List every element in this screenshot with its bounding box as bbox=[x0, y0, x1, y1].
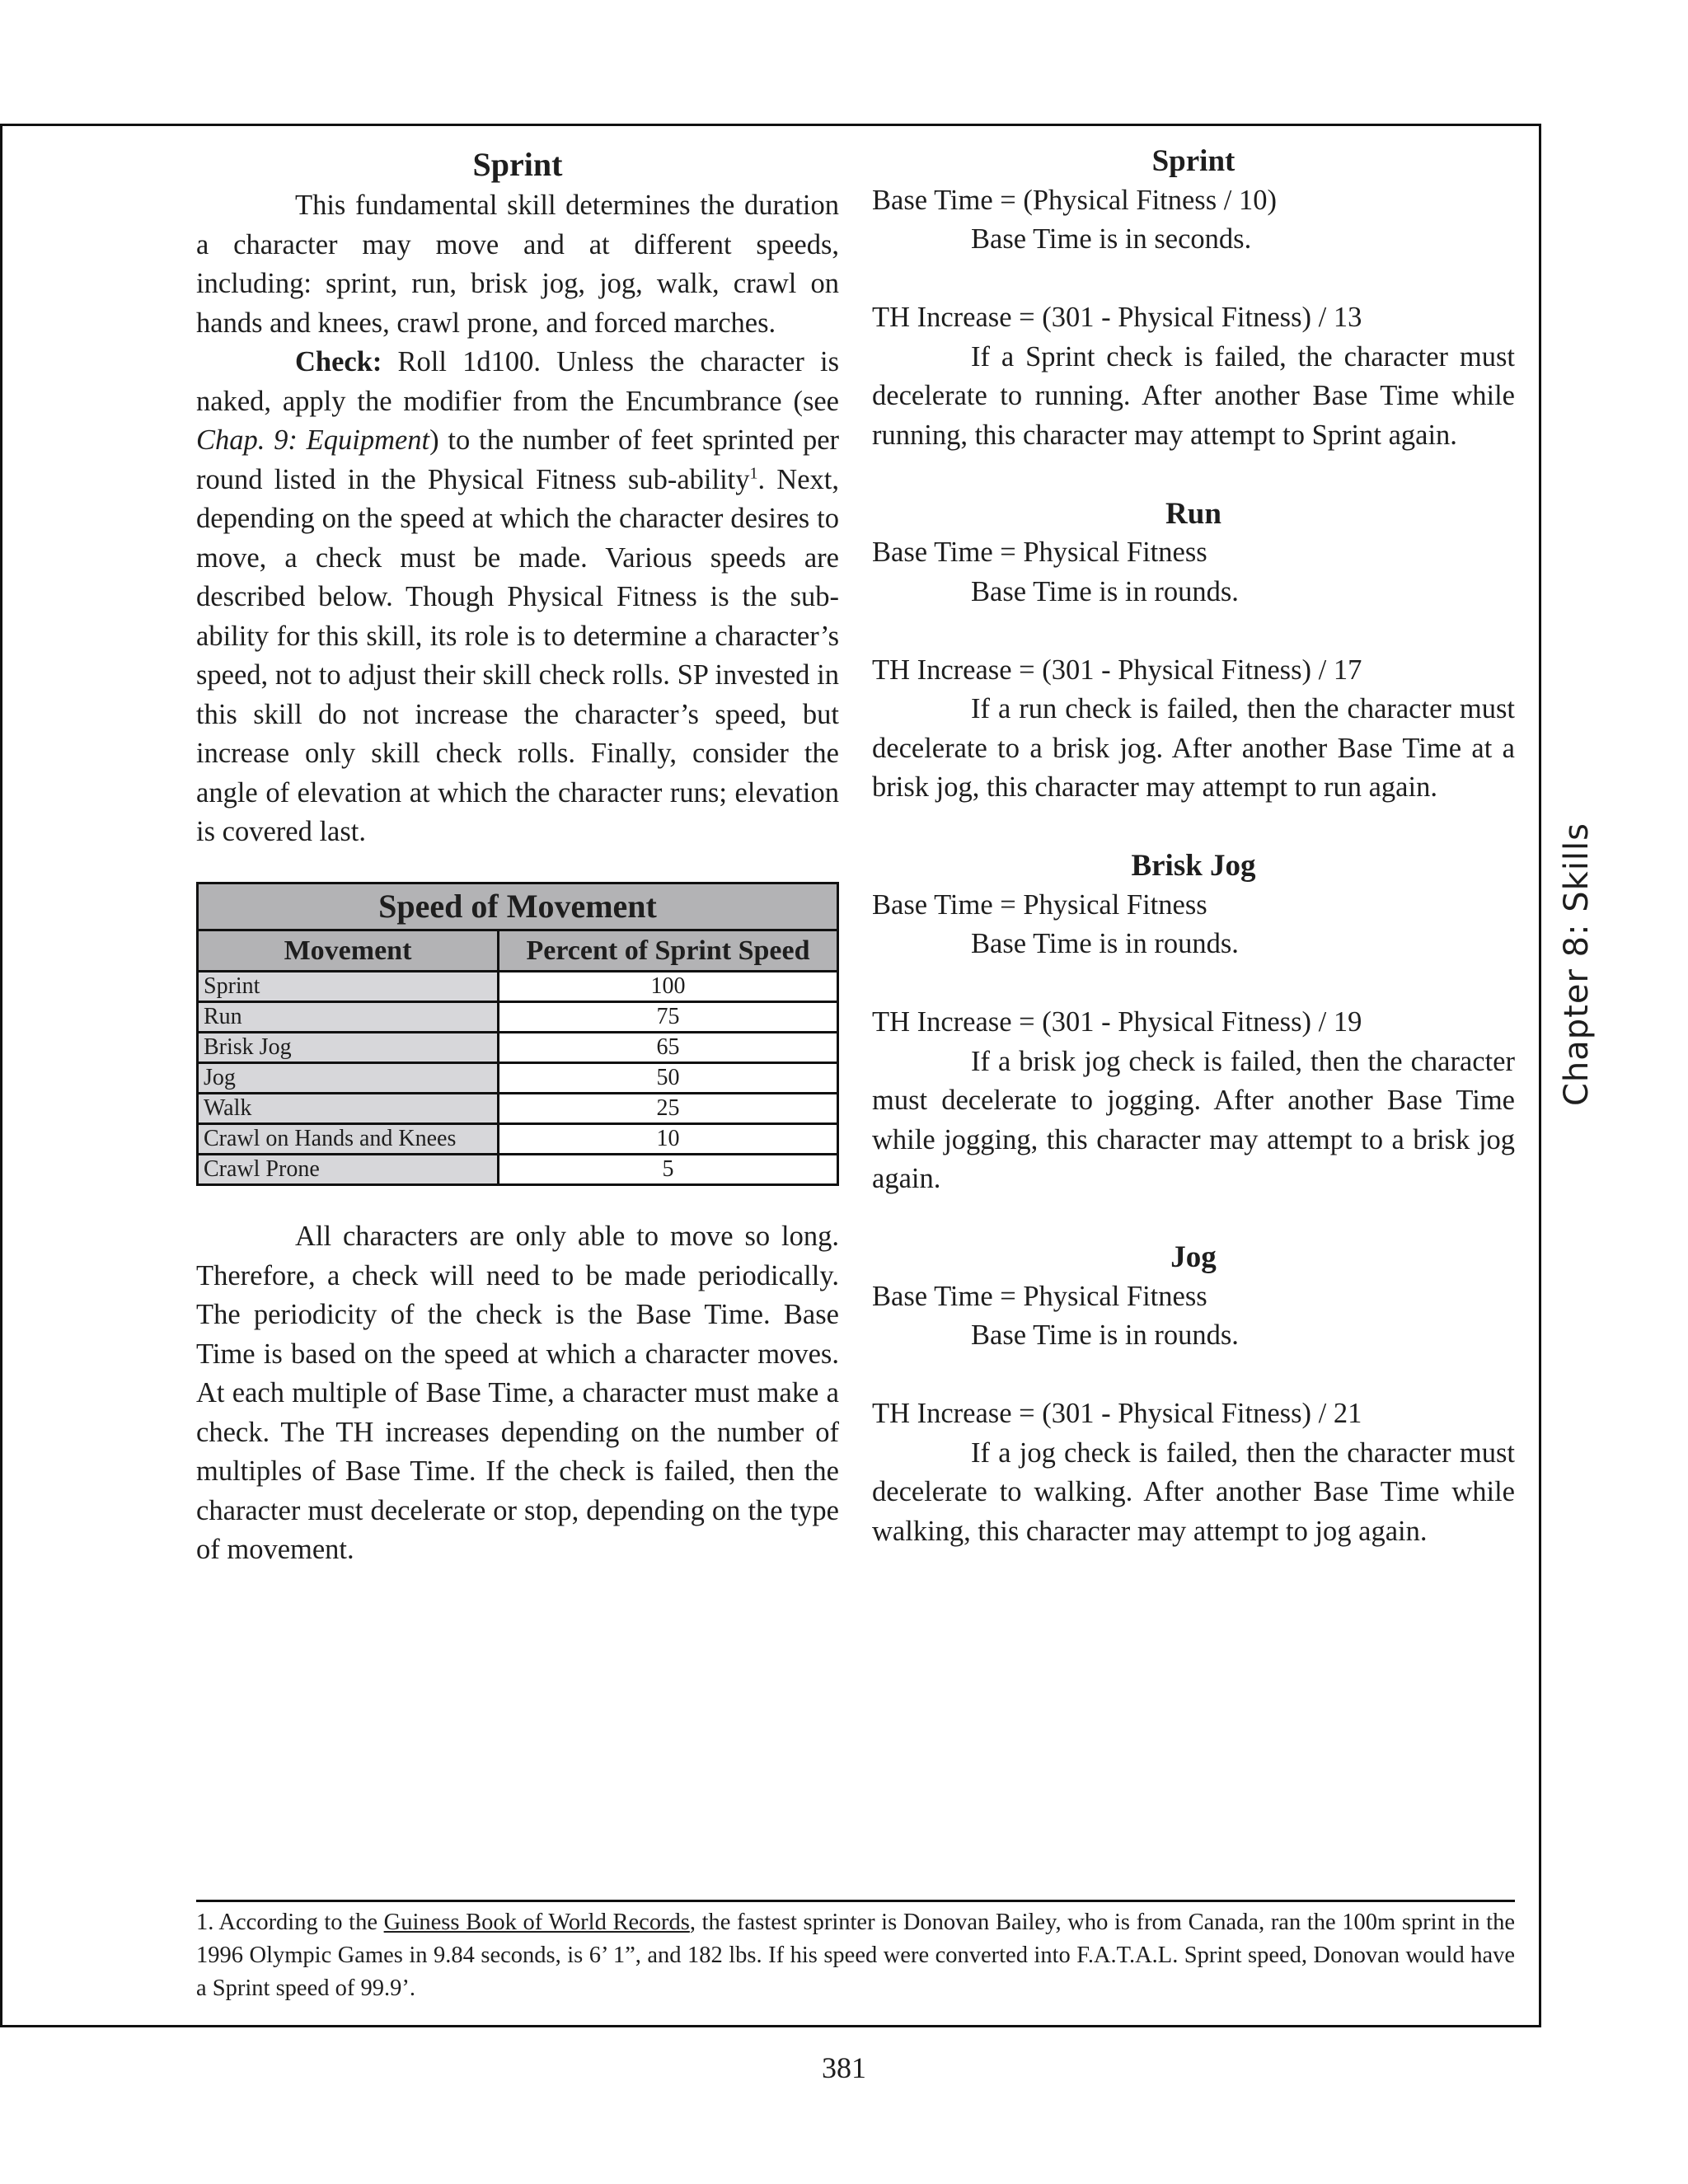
spacer bbox=[872, 964, 1515, 1004]
spacer bbox=[872, 1199, 1515, 1239]
page-frame-right bbox=[1539, 124, 1541, 2027]
movement-cell: Walk bbox=[198, 1094, 499, 1124]
footnote-text-a: 1. According to the bbox=[196, 1910, 384, 1935]
subheading-run: Run bbox=[1165, 496, 1221, 531]
check-text-c: . Next, depending on the speed at which the character desires to move, a check must be made. Various speeds are described below. Though Physical Fitness is the sub-ability for this skill, its role is to determine a character’s speed, not to adjust their skill check rolls. SP invested in this skill do not increase the character’s speed, but increase only skill check rolls. Finally, consider the angle of elevation at which the character runs; elevation is covered last. bbox=[196, 463, 839, 847]
page-number: 381 bbox=[822, 2051, 866, 2084]
page-frame-top bbox=[0, 124, 1541, 126]
jog-base-time: Base Time = Physical Fitness bbox=[872, 1280, 1207, 1312]
movement-cell: Crawl on Hands and Knees bbox=[198, 1124, 499, 1155]
page-frame-left bbox=[0, 124, 2, 2027]
brisk-jog-base-time: Base Time = Physical Fitness bbox=[872, 888, 1207, 921]
percent-cell: 75 bbox=[499, 1002, 838, 1033]
subheading-jog: Jog bbox=[1170, 1240, 1217, 1274]
table-row bbox=[198, 1155, 838, 1185]
check-text-b: ) to the number of feet sprinted per round listed in the Physical Fitness sub-ability bbox=[196, 424, 839, 495]
movement-cell: Brisk Jog bbox=[198, 1033, 499, 1063]
footnote-rule bbox=[196, 1900, 1515, 1902]
percent-cell: 10 bbox=[499, 1124, 838, 1155]
table-row bbox=[198, 1002, 838, 1033]
brisk-jog-description: If a brisk jog check is failed, then the character must decelerate to jogging. After another Base Time while jogging, this character may attempt to a brisk jog again. bbox=[872, 1045, 1515, 1194]
speed-of-movement-table bbox=[196, 882, 839, 1187]
footnote-book-reference: Guiness Book of World Records bbox=[383, 1910, 690, 1935]
percent-cell: 100 bbox=[499, 972, 838, 1002]
percent-cell: 25 bbox=[499, 1094, 838, 1124]
footnote-text-b: , the fastest sprinter is Donovan Bailey, who is from Canada, ran the 100m sprint in the 1996 Olympic Games in 9.84 seconds, is 6’ 1”, and 182 lbs. If his speed were converted into F.A.T.A.L. Sprint speed, Donovan would have a Sprint speed of 99.9’. bbox=[196, 1910, 1515, 2001]
left-column bbox=[196, 142, 839, 1570]
check-label: Check: bbox=[295, 346, 382, 377]
jog-description: If a jog check is failed, then the character must decelerate to walking. After another Base Time while walking, this character may attempt to jog again. bbox=[872, 1436, 1515, 1547]
subheading-sprint: Sprint bbox=[1151, 144, 1236, 178]
movement-cell: Crawl Prone bbox=[198, 1155, 499, 1185]
run-base-time: Base Time = Physical Fitness bbox=[872, 537, 1207, 568]
intro-paragraph: This fundamental skill determines the duration a character may move and at different speeds, including: sprint, run, brisk jog, jog, walk, crawl on hands and knees, crawl prone, and forced marches. bbox=[196, 190, 839, 339]
jog-base-unit: Base Time is in rounds. bbox=[971, 1319, 1239, 1351]
run-description: If a run check is failed, then the character must decelerate to a brisk jog. After another Base Time at a brisk jog, this character may attempt to run again. bbox=[872, 693, 1515, 803]
right-column bbox=[872, 142, 1515, 1551]
brisk-jog-base-unit: Base Time is in rounds. bbox=[971, 928, 1239, 959]
table-header-movement: Movement bbox=[198, 930, 499, 972]
percent-cell: 65 bbox=[499, 1033, 838, 1063]
table-row bbox=[198, 1033, 838, 1063]
sprint-th-increase: TH Increase = (301 - Physical Fitness) / 13 bbox=[872, 302, 1362, 333]
run-th-increase: TH Increase = (301 - Physical Fitness) / 17 bbox=[872, 654, 1362, 686]
footnote bbox=[196, 1906, 1515, 2005]
sprint-base-unit: Base Time is in seconds. bbox=[971, 223, 1252, 255]
table-row bbox=[198, 1124, 838, 1155]
movement-cell: Sprint bbox=[198, 972, 499, 1002]
spacer bbox=[872, 1356, 1515, 1395]
check-text-a: Roll 1d100. Unless the character is naked, apply the modifier from the Encumbrance (see bbox=[196, 346, 839, 417]
table-row bbox=[198, 1094, 838, 1124]
movement-cell: Run bbox=[198, 1002, 499, 1033]
spacer bbox=[872, 260, 1515, 299]
footnote-marker: 1 bbox=[749, 464, 758, 482]
check-paragraph bbox=[196, 343, 839, 852]
chapter-reference: Chap. 9: Equipment bbox=[196, 424, 430, 456]
page-frame-bottom bbox=[0, 2025, 1541, 2027]
movement-cell: Jog bbox=[198, 1063, 499, 1094]
spacer bbox=[872, 612, 1515, 651]
percent-cell: 5 bbox=[499, 1155, 838, 1185]
run-base-unit: Base Time is in rounds. bbox=[971, 575, 1239, 607]
table-row bbox=[198, 1063, 838, 1094]
chapter-side-tab: Chapter 8: Skills bbox=[1558, 823, 1596, 1107]
jog-th-increase: TH Increase = (301 - Physical Fitness) / 21 bbox=[872, 1398, 1362, 1429]
percent-cell: 50 bbox=[499, 1063, 838, 1094]
table-header-percent: Percent of Sprint Speed bbox=[499, 930, 838, 972]
table-row bbox=[198, 972, 838, 1002]
sprint-description: If a Sprint check is failed, the character must decelerate to running. After another Base Time while running, this character may attempt to Sprint again. bbox=[872, 340, 1515, 451]
spacer bbox=[872, 455, 1515, 494]
table-title: Speed of Movement bbox=[198, 883, 838, 930]
sprint-base-time: Base Time = (Physical Fitness / 10) bbox=[872, 184, 1277, 216]
section-heading-sprint: Sprint bbox=[472, 146, 563, 183]
spacer bbox=[872, 808, 1515, 847]
base-time-paragraph: All characters are only able to move so long. Therefore, a check will need to be made periodically. The periodicity of the check is the Base Time. Base Time is based on the speed at which a character moves. At each multiple of Base Time, a character must make a check. The TH increases depending on the number of multiples of Base Time. If the check is failed, then the character must decelerate or stop, depending on the type of movement. bbox=[196, 1221, 839, 1565]
subheading-brisk-jog: Brisk Jog bbox=[1131, 849, 1256, 883]
brisk-jog-th-increase: TH Increase = (301 - Physical Fitness) / 19 bbox=[872, 1006, 1362, 1038]
